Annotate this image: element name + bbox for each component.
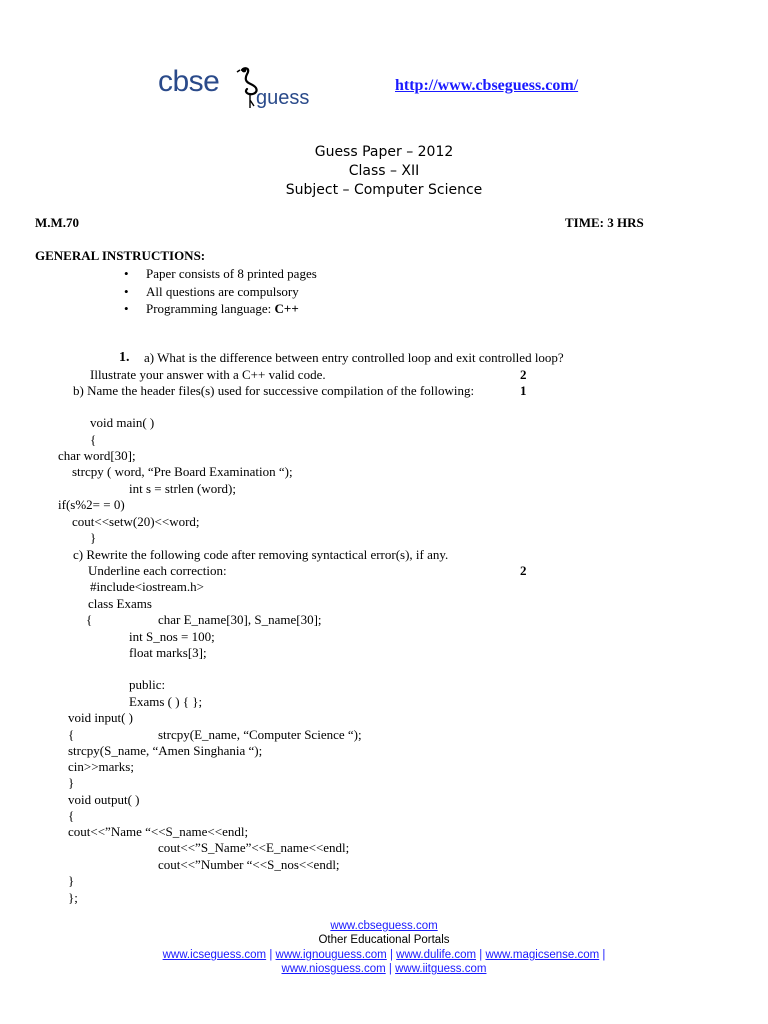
- max-marks: M.M.70: [35, 215, 80, 230]
- site-url-link[interactable]: http://www.cbseguess.com/: [395, 77, 579, 94]
- portal-link[interactable]: www.magicsense.com: [485, 949, 600, 961]
- code-line: strcpy ( word, “Pre Board Examination “);: [72, 464, 293, 479]
- footer-other-label: Other Educational Portals: [318, 934, 450, 946]
- instructions-heading: GENERAL INSTRUCTIONS:: [35, 248, 206, 263]
- code-line: void main( ): [90, 415, 155, 430]
- question-1a-marks: 2: [520, 367, 527, 382]
- code-line: char E_name[30], S_name[30];: [158, 612, 322, 627]
- question-1c-text: c) Rewrite the following code after removing syntactical error(s), if any.: [73, 547, 449, 562]
- code-line: }: [90, 530, 97, 545]
- instructions-list: [120, 265, 317, 318]
- code-line: class Exams: [88, 596, 152, 611]
- code-line: #include<iostream.h>: [90, 579, 204, 594]
- question-number: 1.: [119, 350, 130, 365]
- code-line: strcpy(E_name, “Computer Science “);: [158, 727, 362, 742]
- footer-portals-row2: www.niosguess.com | www.iitguess.com: [281, 963, 487, 975]
- instruction-item: • Programming language: C++: [120, 300, 317, 318]
- code-line: void output( ): [68, 792, 140, 807]
- code-line: cout<<”Number “<<S_nos<<endl;: [158, 857, 340, 872]
- class-title: Class – XII: [348, 163, 420, 179]
- code-line: };: [68, 890, 78, 905]
- code-line: cout<<setw(20)<<word;: [72, 514, 200, 529]
- time-limit: TIME: 3 HRS: [565, 215, 644, 230]
- code-line: cin>>marks;: [68, 759, 134, 774]
- question-1c-text-cont: Underline each correction:: [88, 563, 227, 578]
- code-line: char word[30];: [58, 448, 136, 463]
- portal-link[interactable]: www.niosguess.com: [281, 963, 386, 975]
- logo-cbse-text: cbse: [158, 65, 220, 98]
- code-line: strcpy(S_name, “Amen Singhania “);: [68, 743, 263, 758]
- question-1a-text: a) What is the difference between entry controlled loop and exit controlled loop?: [144, 350, 564, 365]
- portal-link[interactable]: www.dulife.com: [396, 949, 477, 961]
- code-line: float marks[3];: [129, 645, 207, 660]
- code-line: Exams ( ) { };: [129, 694, 203, 709]
- subject-title: Subject – Computer Science: [285, 182, 483, 198]
- code-line: int S_nos = 100;: [129, 629, 215, 644]
- code-line: if(s%2= = 0): [58, 497, 125, 512]
- instruction-item: • All questions are compulsory: [120, 283, 317, 301]
- code-line: int s = strlen (word);: [129, 481, 236, 496]
- question-1b-text: b) Name the header files(s) used for successive compilation of the following:: [73, 383, 475, 398]
- cbseguess-logo: [158, 64, 318, 118]
- code-line: {: [86, 612, 93, 627]
- portal-link[interactable]: www.iitguess.com: [395, 963, 487, 975]
- question-1a-text-cont: Illustrate your answer with a C++ valid code.: [90, 367, 326, 382]
- language-name: C++: [274, 301, 299, 316]
- logo-guess-text: guess: [256, 87, 310, 109]
- code-line: }: [68, 775, 75, 790]
- code-line: }: [68, 873, 75, 888]
- code-line: {: [90, 432, 97, 447]
- footer-site: [0, 919, 768, 934]
- instruction-item: • Paper consists of 8 printed pages: [120, 265, 317, 283]
- code-line: {: [68, 808, 75, 823]
- paper-title: Guess Paper – 2012: [314, 144, 454, 160]
- question-1c-marks: 2: [520, 563, 527, 578]
- footer-portals-row1: www.icseguess.com | www.ignouguess.com | www.dulife.com | www.magicsense.com |: [162, 949, 606, 961]
- code-line: public:: [129, 677, 166, 692]
- question-1b-marks: 1: [520, 383, 527, 398]
- portal-link[interactable]: www.icseguess.com: [162, 949, 267, 961]
- code-line: {: [68, 727, 75, 742]
- footer-site-link[interactable]: www.cbseguess.com: [330, 920, 438, 932]
- code-line: void input( ): [68, 710, 133, 725]
- code-line: cout<<”S_Name”<<E_name<<endl;: [158, 840, 350, 855]
- code-line: cout<<”Name “<<S_name<<endl;: [68, 824, 249, 839]
- portal-link[interactable]: www.ignouguess.com: [275, 949, 387, 961]
